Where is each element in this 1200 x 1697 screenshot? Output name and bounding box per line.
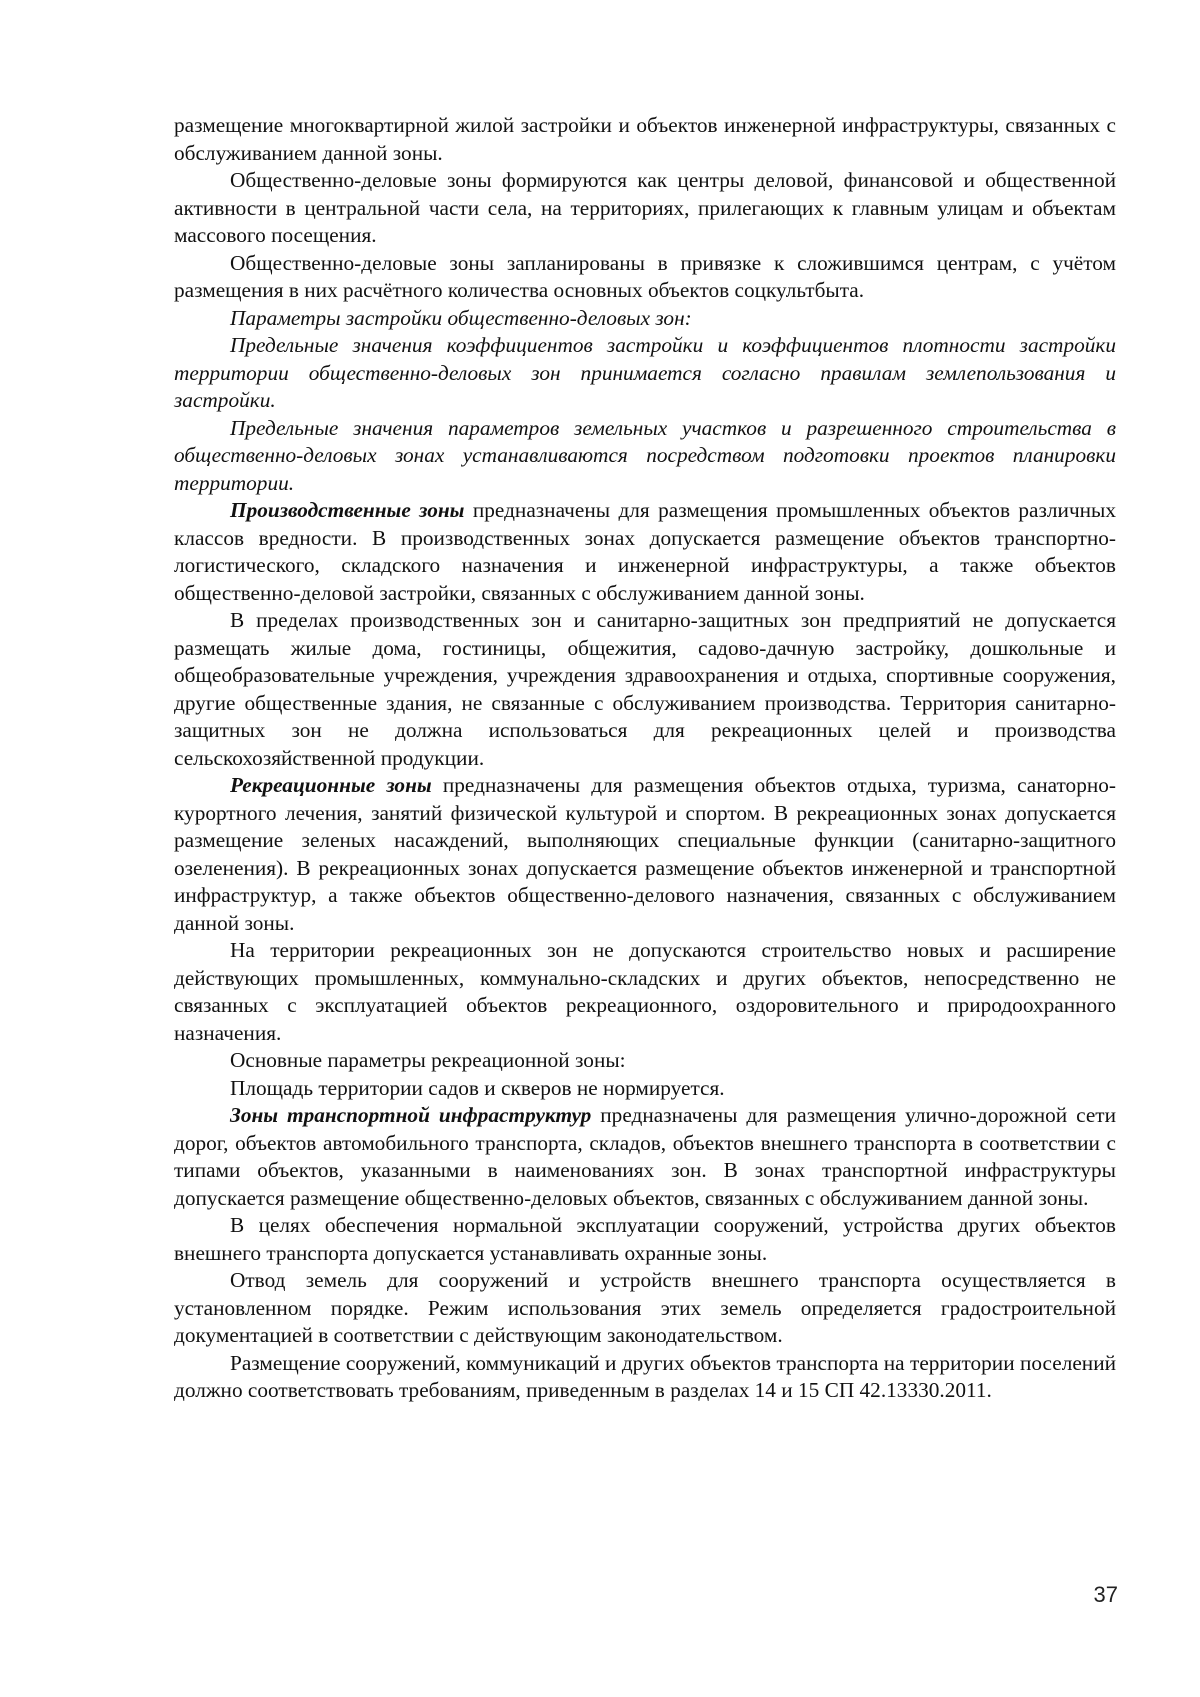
paragraph-text: Площадь территории садов и скверов не нормируется. — [230, 1075, 725, 1100]
paragraph-business-plot-limits — [174, 415, 1116, 498]
paragraph-business-zones-planning — [174, 250, 1116, 305]
paragraph-text: Предельные значения коэффициентов застройки и коэффициентов плотности застройки территории общественно-деловых зон принимается согласно правилам землепользования и застройки. — [174, 333, 1116, 412]
paragraph-text: Предельные значения параметров земельных участков и разрешенного строительства в общественно-деловых зонах устанавливаются посредством подготовки проектов планировки территории. — [174, 415, 1116, 495]
paragraph-business-density-limits — [174, 332, 1116, 415]
paragraph-text: предназначены для размещения объектов отдыха, туризма, санаторно-курортного лечения, занятий физической культурой и спортом. В рекреационных зонах допускается размещение зеленых насаждений, выполняющих специальные функции (санитарно-защитного озеленения). В рекреационных зонах допускается размещение объектов инженерной и транспортной инфраструктур, а также объектов общественно-делового назначения, связанных с обслуживанием данной зоны. — [174, 773, 1116, 935]
paragraph-recreational-zones — [174, 772, 1116, 937]
paragraph-text: Общественно-деловые зоны формируются как центры деловой, финансовой и общественной активности в центральной части села, на территориях, прилегающих к главным улицам и объектам массового посещения. — [174, 168, 1116, 247]
document-body — [174, 112, 1116, 1405]
paragraph-transport-requirements — [174, 1350, 1116, 1405]
paragraph-text: Размещение сооружений, коммуникаций и других объектов транспорта на территории поселений должно соответствовать требованиям, приведенным в разделах 14 и 15 СП 42.13330.2011. — [174, 1350, 1116, 1402]
paragraph-protection-zones — [174, 1212, 1116, 1267]
paragraph-lead-term: Зоны транспортной инфраструктур — [230, 1103, 592, 1127]
page-number: 37 — [1093, 1582, 1118, 1607]
paragraph-recreational-parameters — [174, 1047, 1116, 1075]
paragraph-transport-zones — [174, 1102, 1116, 1212]
paragraph-text: Параметры застройки общественно-деловых зон: — [230, 305, 692, 330]
paragraph-continuation — [174, 112, 1116, 167]
paragraph-industrial-zones — [174, 497, 1116, 607]
paragraph-text: На территории рекреационных зон не допускаются строительство новых и расширение действующих промышленных, коммунально-складских и других объектов, непосредственно не связанных с эксплуатацией объектов рекреационного, оздоровительного и природоохранного назначения. — [174, 938, 1116, 1045]
paragraph-text: Основные параметры рекреационной зоны: — [230, 1048, 626, 1072]
paragraph-industrial-restrictions — [174, 607, 1116, 772]
paragraph-lead-term: Производственные зоны — [230, 498, 465, 522]
paragraph-text: В целях обеспечения нормальной эксплуатации сооружений, устройства других объектов внешнего транспорта допускается устанавливать охранные зоны. — [174, 1213, 1116, 1265]
paragraph-text: Общественно-деловые зоны запланированы в привязке к сложившимся центрам, с учётом размещения в них расчётного количества основных объектов соцкультбыта. — [174, 250, 1116, 302]
paragraph-business-parameters-heading — [174, 305, 1116, 333]
paragraph-text: размещение многоквартирной жилой застройки и объектов инженерной инфраструктуры, связанных с обслуживанием данной зоны. — [174, 113, 1116, 165]
paragraph-text: Отвод земель для сооружений и устройств внешнего транспорта осуществляется в установленном порядке. Режим использования этих земель определяется градостроительной документацией в соответствии с действующим законодательством. — [174, 1268, 1116, 1347]
paragraph-recreational-restrictions — [174, 937, 1116, 1047]
paragraph-text: В пределах производственных зон и санитарно-защитных зон предприятий не допускается размещать жилые дома, гостиницы, общежития, садово-дачную застройку, дошкольные и общеобразовательные учреждения, учреждения здравоохранения и отдыха, спортивные сооружения, другие общественные здания, не связанные с обслуживанием производства. Территория санитарно-защитных зон не должна использоваться для рекреационных целей и производства сельскохозяйственной продукции. — [174, 608, 1116, 770]
paragraph-text: предназначены для размещения промышленных объектов различных классов вредности. В производственных зонах допускается размещение объектов транспортно-логистического, складского назначения и инженерной инфраструктуры, а также объектов общественно-деловой застройки, связанных с обслуживанием данной зоны. — [174, 498, 1117, 605]
paragraph-gardens-area — [174, 1075, 1116, 1103]
paragraph-land-allocation — [174, 1267, 1116, 1350]
paragraph-text: предназначены для размещения улично-дорожной сети дорог, объектов автомобильного транспорта, складов, объектов внешнего транспорта в соответствии с типами объектов, указанными в наименованиях зон. В зонах транспортной инфраструктуры допускается размещение общественно-деловых объектов, связанных с обслуживанием данной зоны. — [174, 1103, 1117, 1210]
paragraph-lead-term: Рекреационные зоны — [230, 773, 432, 797]
paragraph-business-zones-formation — [174, 167, 1116, 250]
